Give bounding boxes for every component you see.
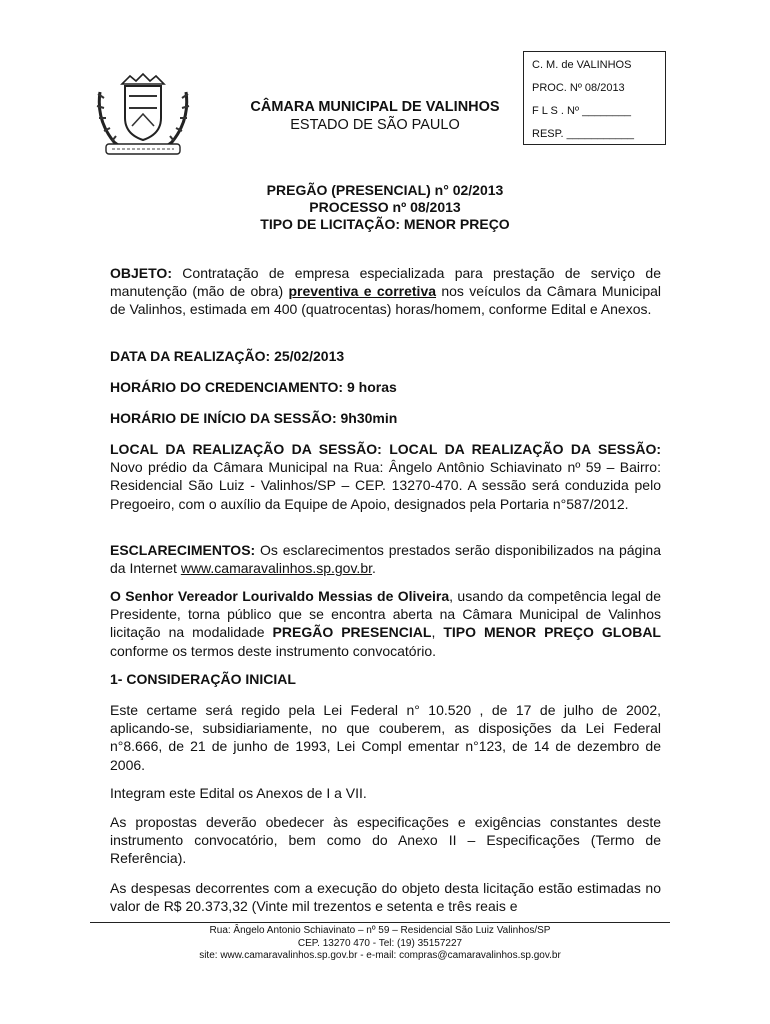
document-title bbox=[110, 182, 660, 233]
objeto-text: Contratação de empresa especializada para prestação de serviço de manutenção (mão de obra) bbox=[110, 265, 661, 300]
stamp-responsible: RESP. ___________ bbox=[532, 128, 634, 140]
title-tipo: TIPO DE LICITAÇÃO: MENOR PREÇO bbox=[260, 216, 510, 232]
esclarecimentos-end: . bbox=[372, 560, 376, 577]
footer-address: Rua: Ângelo Antonio Schiavinato – nº 59 – Residencial São Luiz Valinhos/SP bbox=[209, 925, 551, 936]
local-text: Novo prédio da Câmara Municipal na Rua: Ângelo Antônio Schiavinato nº 59 – Bairro: Residencial São Luiz - Valinhos/SP – CEP. 13270-470. A sessão será conduzida pelo Pregoeiro, com o auxílio da Equipe de Apoio, designados pela Portaria n°587/2012. bbox=[110, 459, 661, 512]
stamp-pages: F L S . Nº ________ bbox=[532, 105, 632, 117]
objeto-label: OBJETO: bbox=[110, 265, 172, 281]
local-label: LOCAL DA REALIZAÇÃO DA SESSÃO: LOCAL DA REALIZAÇÃO DA SESSÃO: bbox=[110, 441, 661, 457]
footer-contact: CEP. 13270 470 - Tel: (19) 35157227 bbox=[297, 937, 463, 949]
horario-credenciamento: HORÁRIO DO CREDENCIAMENTO: 9 horas bbox=[110, 379, 397, 395]
institution-state: ESTADO DE SÃO PAULO bbox=[290, 117, 460, 133]
esclarecimentos-label: ESCLARECIMENTOS: bbox=[110, 542, 256, 558]
section-1-heading: 1- CONSIDERAÇÃO INICIAL bbox=[110, 671, 296, 687]
website-link[interactable]: www.camaravalinhos.sp.gov.br bbox=[180, 560, 372, 577]
institution-header bbox=[215, 98, 535, 134]
modalidade: PREGÃO PRESENCIAL bbox=[272, 624, 432, 641]
footer-site-email: site: www.camaravalinhos.sp.gov.br - e-mail: compras@camaravalinhos.sp.gov.br bbox=[199, 950, 561, 961]
municipal-crest-icon bbox=[92, 70, 194, 158]
horario-inicio: HORÁRIO DE INÍCIO DA SESSÃO: 9h30min bbox=[110, 410, 398, 426]
tipo-licitacao: TIPO MENOR PREÇO GLOBAL bbox=[443, 624, 661, 641]
footer-divider bbox=[90, 922, 670, 923]
page-footer bbox=[90, 925, 670, 963]
data-realizacao: DATA DA REALIZAÇÃO: 25/02/2013 bbox=[110, 348, 345, 364]
objeto-emphasis: preventiva e corretiva bbox=[288, 283, 437, 300]
vereador-text-end: conforme os termos deste instrumento convocatório. bbox=[110, 642, 437, 659]
vereador-text: , usando da competência legal de Presidente, torna público que se encontra aberta na Câmara Municipal de Valinhos licitação na modalidade bbox=[110, 588, 661, 641]
vereador-paragraph bbox=[110, 587, 661, 660]
protocol-stamp bbox=[523, 51, 666, 145]
esclarecimentos-text: Os esclarecimentos prestados serão disponibilizados na página da Internet bbox=[110, 542, 661, 577]
title-pregao: PREGÃO (PRESENCIAL) n° 02/2013 bbox=[266, 182, 504, 198]
section-1-p2: Integram este Edital os Anexos de I a VII. bbox=[110, 785, 367, 801]
section-1-p1: Este certame será regido pela Lei Federal n° 10.520 , de 17 de julho de 2002, aplicando-se, subsidiariamente, no que couberem, as disposições da Lei Federal n°8.666, de 21 de junho de 1993, Lei Compl ementar n°123, de 14 de dezembro de 2006. bbox=[110, 702, 661, 773]
title-processo: PROCESSO nº 08/2013 bbox=[309, 199, 461, 215]
stamp-entity: C. M. de VALINHOS bbox=[532, 59, 632, 71]
section-1-p4: As despesas decorrentes com a execução do objeto desta licitação estão estimadas no valor de R$ 20.373,32 (Vinte mil trezentos e setenta e três reais e bbox=[110, 880, 661, 915]
institution-name: CÂMARA MUNICIPAL DE VALINHOS bbox=[250, 99, 500, 115]
local-paragraph bbox=[110, 440, 661, 513]
objeto-paragraph bbox=[110, 264, 661, 319]
esclarecimentos-paragraph bbox=[110, 541, 661, 577]
stamp-process: PROC. Nº 08/2013 bbox=[532, 82, 625, 94]
section-1-p3: As propostas deverão obedecer às especificações e exigências constantes deste instrumento convocatório, bem como do Anexo II – Especificações (Termo de Referência). bbox=[110, 814, 661, 867]
objeto-text-end: nos veículos da Câmara Municipal de Valinhos, estimada em 400 (quatrocentas) horas/homem, conforme Edital e Anexos. bbox=[110, 283, 662, 318]
vereador-name: O Senhor Vereador Lourivaldo Messias de Oliveira bbox=[110, 588, 450, 604]
modalidade-sep: , bbox=[431, 624, 444, 641]
